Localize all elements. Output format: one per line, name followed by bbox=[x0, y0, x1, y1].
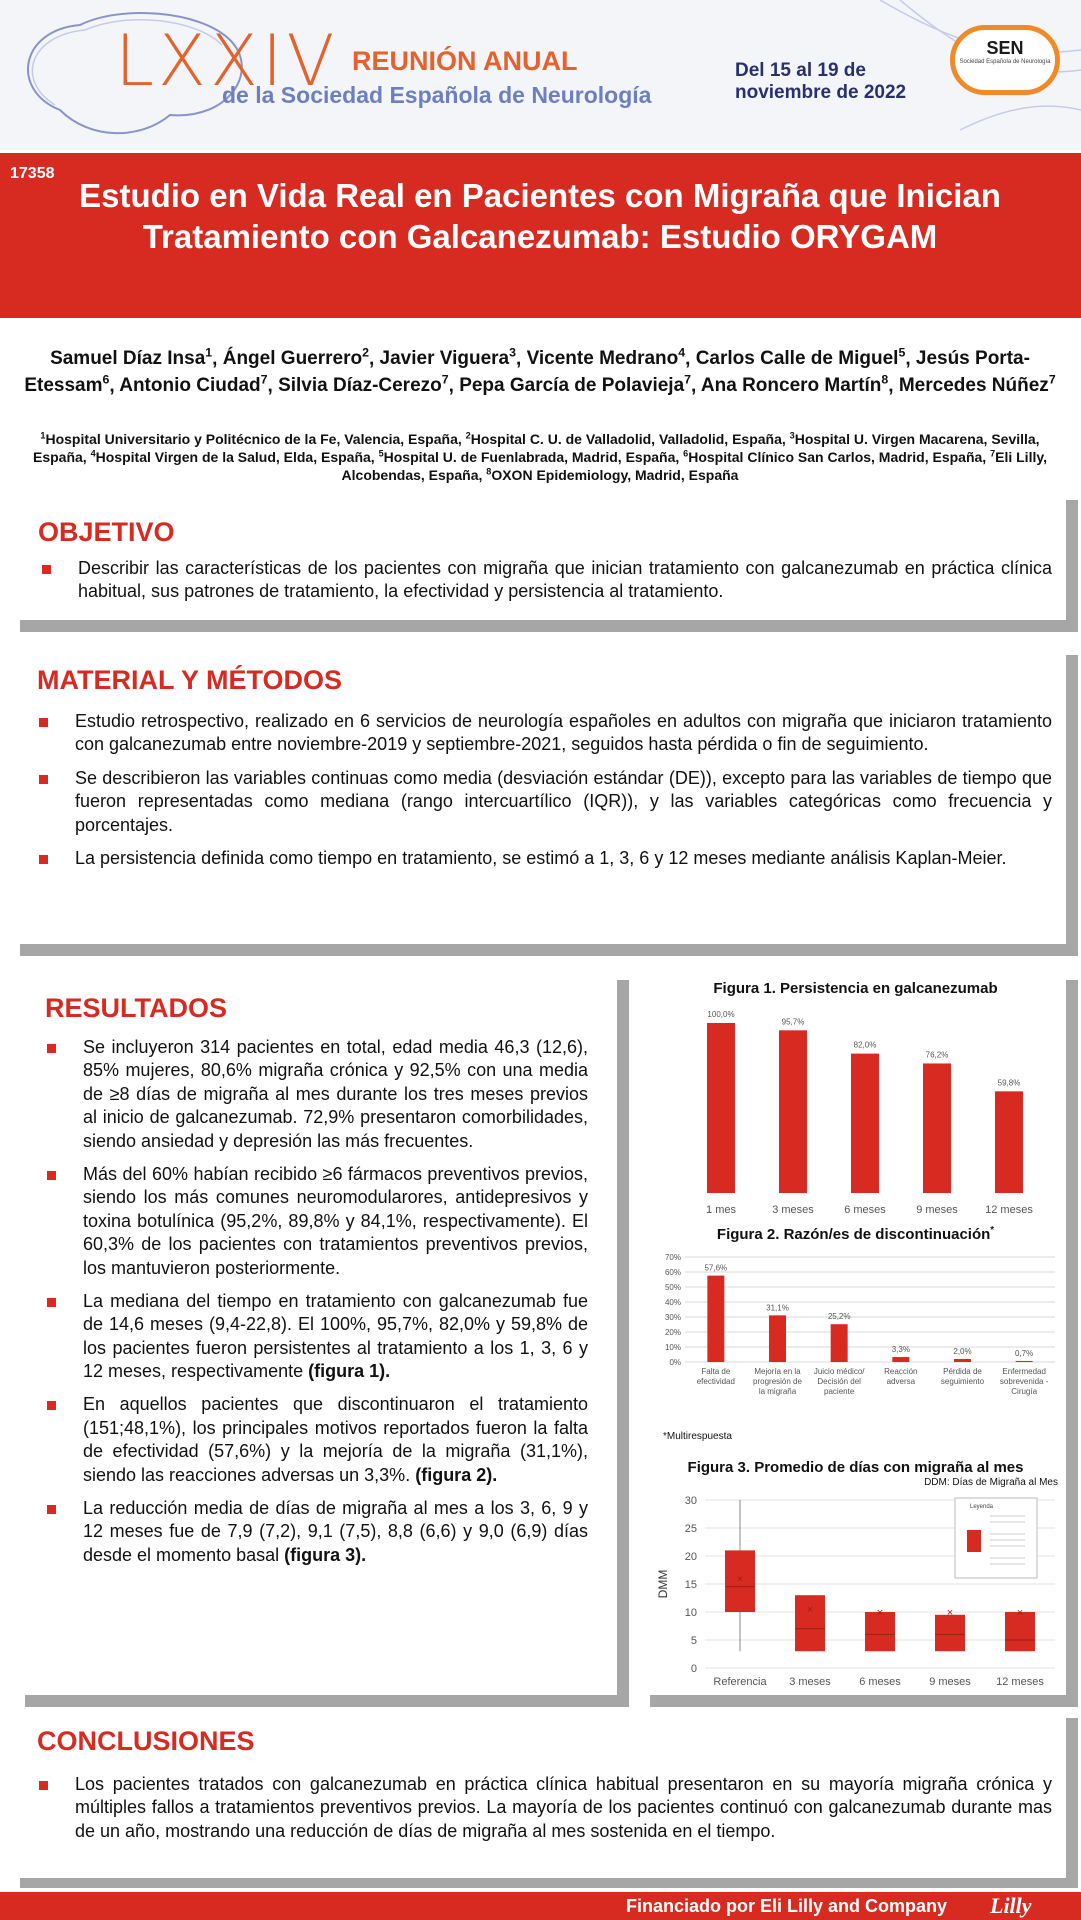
figure-3-mean-marker: × bbox=[946, 1607, 954, 1619]
author-name: Ana Roncero Martín bbox=[700, 375, 882, 397]
figure-3-ytick: 20 bbox=[684, 1551, 697, 1563]
figure-2-value-label: 25,2% bbox=[827, 1312, 851, 1322]
affiliation-number: 7 bbox=[990, 448, 996, 459]
edition-number: LXXIV bbox=[115, 20, 339, 102]
figure-3-chart bbox=[645, 1490, 1066, 1690]
section-shadow bbox=[1066, 500, 1078, 632]
section-shadow bbox=[20, 1878, 1078, 1888]
figure-1-bar bbox=[851, 1054, 879, 1193]
figure-2-ytick: 60% bbox=[664, 1268, 681, 1277]
figure-2-category-label: Juicio médico/ Decisión del paciente bbox=[813, 1367, 865, 1396]
figure-3-ytick: 25 bbox=[684, 1523, 697, 1535]
metodos-bullet-text: Se describieron las variables continuas como media (desviación estándar (DE)), excepto para las variables de tiempo que fueron representadas como mediana (rango intercuartílico (IQR)), y las variables categóricas como frecuencia y porcentajes. bbox=[75, 767, 1052, 835]
figure-2-category-label: Falta de efectividad bbox=[696, 1367, 735, 1386]
author-affiliation-number: 4 bbox=[678, 346, 686, 360]
figure-3-mean-marker: × bbox=[736, 1573, 744, 1586]
funding-statement: Financiado por Eli Lilly and Company bbox=[626, 1896, 948, 1916]
author-name: Samuel Díaz Insa bbox=[50, 348, 206, 370]
figure-3-category-label: Referencia bbox=[713, 1676, 767, 1688]
metodos-bullet-text: La persistencia definida como tiempo en tratamiento, se estimó a 1, 3, 6 y 12 meses mediante análisis Kaplan-Meier. bbox=[75, 847, 1007, 868]
author-affiliation-number: 8 bbox=[881, 373, 889, 388]
author-affiliation-number: 7 bbox=[684, 373, 692, 388]
affiliation-number: 3 bbox=[789, 430, 795, 441]
figure-2-ytick: 0% bbox=[669, 1358, 681, 1367]
figure-3-mean-marker: × bbox=[1016, 1607, 1024, 1619]
affiliation-number: 4 bbox=[90, 448, 96, 459]
author bbox=[701, 375, 888, 396]
figures-panel bbox=[645, 975, 1066, 1695]
author bbox=[459, 375, 691, 396]
author-affiliation-number: 5 bbox=[898, 346, 906, 360]
objetivo-bullet-text: Describir las características de los pacientes con migraña que inician tratamiento con galcanezumab en práctica clínica habitual, sus patrones de tratamiento, la efectividad y persistencia al tratamiento. bbox=[78, 558, 1052, 602]
society-name: de la Sociedad Española de Neurología bbox=[222, 82, 652, 108]
section-shadow bbox=[1066, 655, 1078, 956]
poster-title: Estudio en Vida Real en Pacientes con Migraña que Inician Tratamiento con Galcanezumab: Estudio ORYGAM bbox=[79, 177, 1001, 256]
figure-1-category-label: 12 meses bbox=[985, 1204, 1033, 1216]
affiliation-text: Hospital U. Virgen Macarena, Sevilla, España bbox=[32, 431, 1040, 466]
figure-1-category-label: 9 meses bbox=[916, 1204, 958, 1216]
figure-3-category-label: 3 meses bbox=[789, 1676, 831, 1688]
figure-1-category-label: 6 meses bbox=[844, 1204, 886, 1216]
poster-id: 17358 bbox=[10, 165, 55, 182]
section-shadow bbox=[25, 1695, 629, 1707]
figure-2-title-mark: * bbox=[990, 1225, 995, 1236]
affiliation bbox=[379, 449, 676, 465]
author-affiliation-number: 1 bbox=[205, 346, 213, 360]
figure-reference: (figura 2). bbox=[415, 1464, 498, 1485]
resultados-bullet bbox=[45, 1393, 588, 1487]
section-shadow bbox=[20, 944, 1078, 956]
affiliation bbox=[683, 449, 982, 465]
figure-2-ytick: 70% bbox=[664, 1253, 681, 1262]
figure-3-category-label: 12 meses bbox=[996, 1676, 1044, 1688]
author-affiliation-number: 7 bbox=[260, 373, 268, 388]
metodos-section bbox=[15, 655, 1065, 944]
resultados-section bbox=[20, 980, 617, 1695]
figure-1-chart bbox=[645, 1003, 1066, 1233]
lilly-logo: Lilly bbox=[990, 1893, 1032, 1918]
author-affiliation-number: 7 bbox=[1048, 373, 1056, 388]
metodos-bullet bbox=[37, 767, 1052, 837]
author-name: Ángel Guerrero bbox=[222, 348, 363, 370]
author-name: Silvia Díaz-Cerezo bbox=[278, 375, 442, 397]
resultados-bullet bbox=[45, 1497, 588, 1567]
affiliation bbox=[466, 431, 782, 447]
sen-logo-text: SEN bbox=[986, 38, 1024, 58]
figure-2-ytick: 10% bbox=[664, 1343, 681, 1352]
figure-2-value-label: 57,6% bbox=[704, 1263, 728, 1273]
affiliation-text: Hospital Clínico San Carlos, Madrid, España bbox=[688, 449, 983, 466]
resultados-bullet-text: En aquellos pacientes que discontinuaron el tratamiento (151;48,1%), los principales motivos reportados fueron la falta de efectividad (57,6%) y la mejoría de la migraña (31,1%), siendo las reacciones adversas un 3,3%. bbox=[83, 1394, 588, 1485]
author-name: Mercedes Núñez bbox=[898, 375, 1049, 397]
affiliation-number: 5 bbox=[378, 448, 384, 459]
conclusiones-bullet bbox=[37, 1773, 1052, 1843]
section-shadow bbox=[617, 980, 629, 1707]
author bbox=[278, 375, 449, 396]
affiliation-text: Eli Lilly, Alcobendas, España bbox=[341, 449, 1047, 484]
affiliation-text: Hospital Virgen de la Salud, Elda, España bbox=[95, 449, 371, 466]
conclusiones-bullet-text: Los pacientes tratados con galcanezumab en práctica clínica habitual presentaron en su mayoría migraña crónica y múltiples fallos a tratamientos preventivos previos. La mayoría de los pacientes continuó con galcanezumab durante mas de un año, mostrando una reducción de días de migraña al mes sostenida en el tiempo. bbox=[75, 1774, 1052, 1841]
affiliation-text: Hospital Universitario y Politécnico de la Fe, Valencia, España bbox=[45, 431, 458, 447]
section-shadow bbox=[1066, 1718, 1078, 1888]
affiliation-text: OXON Epidemiology, Madrid, España bbox=[491, 467, 739, 484]
sen-logo-subtext: Sociedad Española de Neurología bbox=[959, 59, 1051, 65]
affiliation bbox=[486, 467, 738, 483]
figure-3-legend bbox=[955, 1498, 1037, 1578]
figure-2-ytick: 40% bbox=[664, 1298, 681, 1307]
resultados-bullet-text: Se incluyeron 314 pacientes en total, edad media 46,3 (12,6), 85% mujeres, 80,6% migraña crónica y 92,5% con una media de ≥8 días de migraña al mes durante los tres meses previos al inicio de galcanezumab. 72,9% presentaron comorbilidades, siendo ansiedad y depresión las más frecuentes. bbox=[83, 1037, 588, 1151]
resultados-bullet-text: Más del 60% habían recibido ≥6 fármacos preventivos previos, siendo los más comunes neuromodularores, antidepresivos y toxina botulínica (95,2%, 89,8% y 84,1%, respectivamente). El 60,3% de los pacientes con tratamientos preventivos previos, los mantuvieron posteriormente. bbox=[83, 1163, 588, 1278]
figure-2-bar bbox=[707, 1276, 724, 1362]
author-name: Jesús Porta-Etessam bbox=[24, 348, 1030, 397]
figure-2-chart bbox=[645, 1247, 1066, 1437]
figure-2-ytick: 50% bbox=[664, 1283, 681, 1292]
resultados-bullet bbox=[45, 1163, 588, 1280]
metodos-bullet bbox=[37, 710, 1052, 757]
affiliation-number: 6 bbox=[683, 448, 689, 459]
author-name: Carlos Calle de Miguel bbox=[695, 348, 899, 370]
figure-1-value-label: 76,2% bbox=[925, 1050, 949, 1060]
figure-3-ytick: 15 bbox=[684, 1579, 697, 1591]
title-band bbox=[0, 153, 1081, 318]
figure-3-subtitle: DDM: Días de Migraña al Mes bbox=[924, 1477, 1058, 1488]
figure-2-bar bbox=[892, 1357, 909, 1362]
figure-2-title-text: Figura 2. Razón/es de discontinuación bbox=[716, 1226, 991, 1243]
resultados-title: RESULTADOS bbox=[45, 993, 227, 1023]
meeting-name: REUNIÓN ANUAL bbox=[352, 46, 578, 76]
figure-1-bar bbox=[707, 1023, 735, 1193]
author-list: Samuel Díaz Insa$^1$, Ángel Guerrero$^2$, Javier Viguera$^3$, Vicente Medrano$^4$, Carlos Calle de Miguel$^5$, Jesús Porta-Etessam$^6$, Antonio Ciudad$^7$, Silvia Díaz-Cerezo$^7$, Pepa García de Polavieja$^7$, Ana Roncero Martín$^8$, Mercedes Núñez$^7$ bbox=[24, 346, 1056, 397]
figure-2-value-label: 31,1% bbox=[766, 1303, 789, 1313]
figure-3-mean-marker: × bbox=[806, 1604, 814, 1617]
figure-3-category-label: 6 meses bbox=[859, 1676, 901, 1688]
section-shadow bbox=[1066, 980, 1078, 1707]
figure-3-ytick: 10 bbox=[684, 1607, 697, 1619]
figure-3-legend-title: Leyenda bbox=[970, 1504, 994, 1510]
figure-2-category-label: Pérdida de seguimiento bbox=[940, 1367, 985, 1386]
figure-3-box bbox=[935, 1615, 965, 1651]
figure-2-title bbox=[645, 1225, 1066, 1243]
figure-2-bar bbox=[769, 1315, 786, 1362]
figure-2-ytick: 30% bbox=[664, 1313, 681, 1322]
dates-line-1: Del 15 al 19 de bbox=[735, 60, 866, 81]
affiliation-number: 1 bbox=[40, 430, 46, 441]
conclusiones-title: CONCLUSIONES bbox=[37, 1726, 255, 1756]
metodos-title: MATERIAL Y MÉTODOS bbox=[37, 665, 343, 695]
figure-3-legend-box bbox=[967, 1530, 981, 1552]
section-shadow bbox=[650, 1695, 1078, 1707]
objetivo-section bbox=[15, 505, 1065, 620]
figure-2-bar bbox=[954, 1359, 971, 1362]
author-name: Vicente Medrano bbox=[526, 348, 679, 370]
author-affiliation-number: 7 bbox=[441, 373, 449, 388]
figure-2-bar bbox=[1016, 1361, 1033, 1362]
metodos-bullet bbox=[37, 847, 1052, 870]
affiliation-text: Hospital C. U. de Valladolid, Valladolid, España bbox=[470, 431, 782, 447]
figure-3-mean-marker: × bbox=[876, 1607, 884, 1619]
meeting-dates bbox=[735, 60, 925, 104]
figure-1-bar bbox=[923, 1063, 951, 1193]
author bbox=[380, 348, 516, 369]
author-name: Pepa García de Polavieja bbox=[459, 375, 685, 397]
resultados-bullet bbox=[45, 1036, 588, 1153]
figure-3-category-label: 9 meses bbox=[929, 1676, 971, 1688]
dates-line-2: noviembre de 2022 bbox=[735, 81, 907, 103]
figure-2-footnote: *Multirespuesta bbox=[663, 1431, 732, 1442]
figure-1-title: Figura 1. Persistencia en galcanezumab bbox=[713, 980, 998, 997]
figure-2-value-label: 2,0% bbox=[953, 1347, 972, 1356]
figure-3-ytick: 5 bbox=[690, 1635, 697, 1647]
affiliation-list: $^1$Hospital Universitario y Politécnico de la Fe, Valencia, España, $^2$Hospital C. U. de Valladolid, Valladolid, España, $^3$Hospital U. Virgen Macarena, Sevilla, España, $^4$Hospital Virgen de la Salud, Elda, España, $^5$Hospital U. de Fuenlabrada, Madrid, España, $^6$Hospital Clínico San Carlos, Madrid, España, $^7$Eli Lilly, Alcobendas, España, $^8$OXON Epidemiology, Madrid, España bbox=[32, 430, 1047, 484]
figure-2-category-label: Reacción adversa bbox=[884, 1367, 918, 1386]
objetivo-bullet bbox=[40, 557, 1052, 604]
affiliation-number: 2 bbox=[465, 430, 471, 441]
figure-3-ytick: 30 bbox=[684, 1495, 697, 1507]
figure-1-value-label: 82,0% bbox=[853, 1040, 877, 1050]
author bbox=[119, 375, 267, 396]
figure-2-ytick: 20% bbox=[664, 1328, 681, 1337]
author-name: Antonio Ciudad bbox=[119, 375, 261, 397]
figure-1-category-label: 1 mes bbox=[706, 1204, 736, 1216]
figure-3-ylabel: DMM bbox=[656, 1569, 670, 1599]
author-affiliation-number: 3 bbox=[509, 346, 516, 360]
figure-2-bar bbox=[831, 1324, 848, 1362]
footer bbox=[0, 1892, 1081, 1920]
figure-1-category-label: 3 meses bbox=[772, 1204, 814, 1216]
author bbox=[50, 348, 212, 369]
author-affiliation-number: 2 bbox=[362, 346, 369, 360]
figure-2-value-label: 3,3% bbox=[891, 1345, 910, 1355]
figure-3-ytick: 0 bbox=[690, 1663, 697, 1675]
figure-reference: (figura 3). bbox=[284, 1544, 367, 1565]
sen-logo bbox=[950, 25, 1060, 95]
resultados-bullet-text: La mediana del tiempo en tratamiento con galcanezumab fue de 14,6 meses (9,4-22,8). El 100%, 95,7%, 82,0% y 59,8% de los pacientes fueron persistentes al tratamiento a los 1, 3, 6 y 12 meses, respectivamente bbox=[83, 1290, 588, 1382]
author-name: Javier Viguera bbox=[379, 348, 510, 370]
author bbox=[899, 375, 1056, 396]
metodos-bullet-text: Estudio retrospectivo, realizado en 6 servicios de neurología españoles en adultos con migraña que iniciaron tratamiento con galcanezumab entre noviembre-2019 y septiembre-2021, seguidos hasta pérdida o fin de seguimiento. bbox=[75, 711, 1052, 755]
affiliation bbox=[91, 449, 371, 465]
conference-banner bbox=[0, 0, 1081, 150]
author-affiliation-number: 6 bbox=[102, 373, 110, 388]
author bbox=[696, 348, 906, 369]
figure-1-value-label: 59,8% bbox=[997, 1078, 1021, 1088]
figure-3-title: Figura 3. Promedio de días con migraña al mes bbox=[687, 1459, 1024, 1476]
figure-2-value-label: 0,7% bbox=[1015, 1348, 1034, 1358]
affiliation-text: Hospital U. de Fuenlabrada, Madrid, España bbox=[383, 449, 676, 466]
resultados-bullet bbox=[45, 1290, 588, 1384]
figure-2-category-label: Enfermedad sobrevenida -Cirugía bbox=[999, 1367, 1049, 1396]
figure-reference: (figura 1). bbox=[308, 1361, 391, 1382]
figure-1-bar bbox=[779, 1030, 807, 1193]
figure-2-category-label: Mejoría en la progresión de la migraña bbox=[753, 1367, 802, 1396]
resultados-bullet-text: La reducción media de días de migraña al mes a los 3, 6, 9 y 12 meses fue de 7,9 (7,2), 9,1 (7,5), 8,8 (6,6) y 9,0 (6,9) días desde el momento basal bbox=[83, 1498, 588, 1565]
figure-1-bar bbox=[995, 1091, 1023, 1193]
conclusiones-section bbox=[15, 1718, 1065, 1878]
author bbox=[527, 348, 686, 369]
affiliation-number: 8 bbox=[486, 466, 492, 477]
author bbox=[223, 348, 369, 369]
figure-1-value-label: 95,7% bbox=[781, 1017, 805, 1027]
objetivo-title: OBJETIVO bbox=[38, 517, 175, 547]
affiliation bbox=[40, 431, 457, 447]
section-shadow bbox=[20, 620, 1078, 632]
figure-1-value-label: 100,0% bbox=[707, 1010, 735, 1019]
